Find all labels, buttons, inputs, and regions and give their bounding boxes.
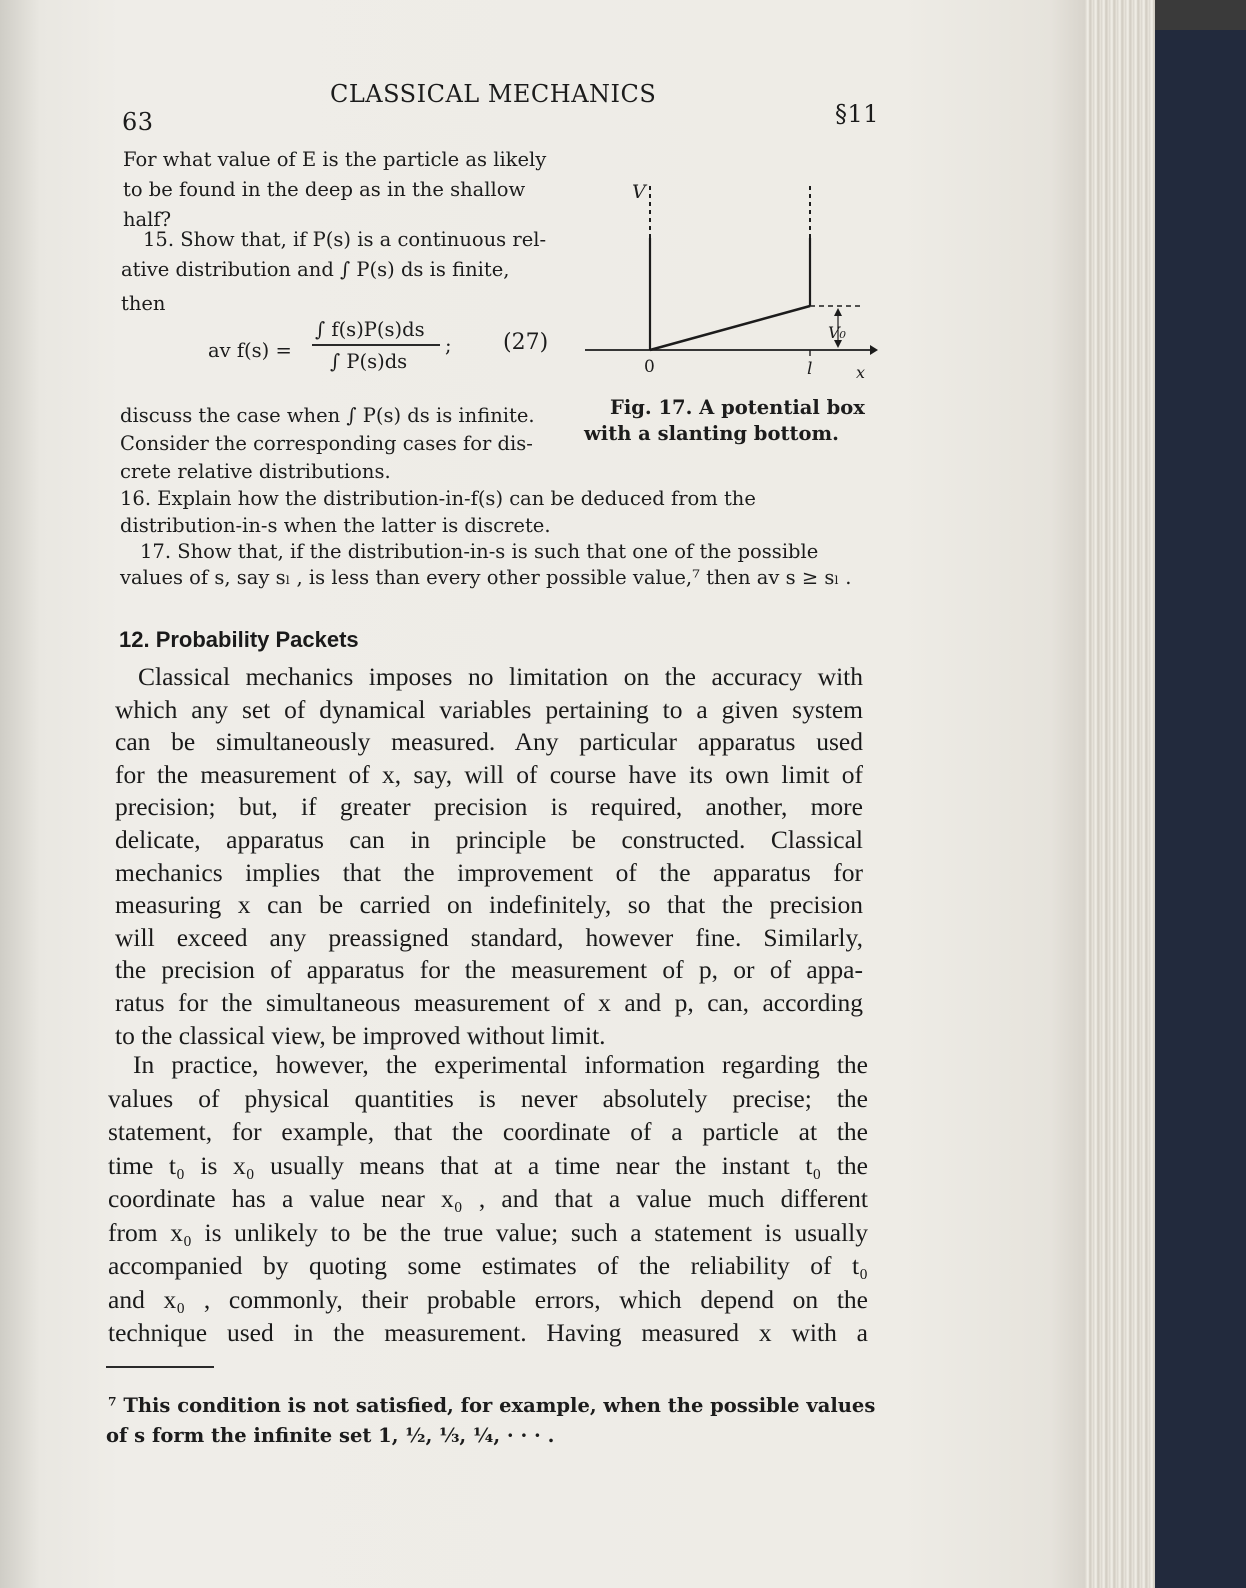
fraction-bar (312, 344, 440, 346)
v0-arrow-up (834, 308, 842, 316)
equation-semicolon: ; (445, 334, 452, 357)
paragraph-line: values of physical quantities is never absolutely precise; the (108, 1083, 868, 1113)
exercise-17-line: values of s, say sₗ , is less than every other possible value,⁷ then av s ≥ sₗ . (120, 566, 852, 589)
figure-label-origin: 0 (644, 357, 655, 377)
paragraph-line: to the classical view, be improved without limit. (115, 1020, 606, 1050)
paragraph-line: coordinate has a value near x₀ , and that a value much different (108, 1184, 868, 1213)
exercise-15-line: crete relative distributions. (120, 460, 391, 483)
paragraph-line: measuring x can be carried on indefinitely, so that the precision (115, 890, 863, 920)
paragraph-line: from x₀ is unlikely to be the true value; such a statement is usually (108, 1217, 868, 1247)
paragraph-line: statement, for example, that the coordinate of a particle at the (108, 1117, 868, 1146)
page-number: 63 (122, 108, 154, 136)
paragraph-line: mechanics implies that the improvement of the apparatus for (115, 857, 863, 887)
book-cover (1155, 30, 1246, 1588)
exercise-15-line: 15. Show that, if P(s) is a continuous rel- (143, 228, 547, 251)
figure-label-v: V (632, 181, 646, 203)
paragraph-line: which any set of dynamical variables pertaining to a given system (115, 694, 863, 724)
paragraph-line: time t₀ is x₀ usually means that at a time near the instant t₀ the (108, 1150, 868, 1180)
paragraph-line: accompanied by quoting some estimates of the reliability of t₀ (108, 1251, 868, 1280)
equation-numerator: ∫ f(s)P(s)ds (315, 318, 425, 341)
exercise-text-line: half? (123, 208, 172, 231)
exercise-text-line: For what value of E is the particle as likely (123, 148, 547, 171)
exercise-16-line: distribution-in-s when the latter is discrete. (120, 514, 551, 537)
paragraph-line: delicate, apparatus can in principle be constructed. Classical (115, 825, 863, 854)
figure-caption-line: Fig. 17. A potential box (610, 396, 865, 419)
exercise-16-line: 16. Explain how the distribution-in-f(s) can be deduced from the (120, 487, 756, 510)
section-mark: §11 (835, 100, 880, 128)
paragraph-line: technique used in the measurement. Having measured x with a (108, 1318, 868, 1347)
equation-lhs: av f(s) = (208, 339, 292, 362)
x-axis-arrow (870, 345, 878, 355)
exercise-text-line: to be found in the deep as in the shallow (123, 178, 526, 201)
potential-box-figure (580, 178, 880, 388)
equation-number: (27) (503, 330, 549, 355)
figure-caption-line: with a slanting bottom. (584, 422, 839, 445)
figure-label-l: l (807, 359, 813, 379)
figure-label-v0: V₀ (828, 323, 846, 342)
paragraph-line: can be simultaneously measured. Any particular apparatus used (115, 727, 863, 757)
paragraph-line: In practice, however, the experimental information regarding the (133, 1050, 868, 1079)
paragraph-line: precision; but, if greater precision is required, another, more (115, 792, 863, 822)
exercise-15-line: discuss the case when ∫ P(s) ds is infinite. (120, 404, 535, 427)
equation-denominator: ∫ P(s)ds (330, 350, 408, 373)
section-heading: 12. Probability Packets (119, 627, 359, 652)
footnote-line: of s form the infinite set 1, ½, ⅓, ¼, · · · . (106, 1424, 555, 1447)
paragraph-line: Classical mechanics imposes no limitation on the accuracy with (138, 662, 863, 691)
exercise-15-line: ative distribution and ∫ P(s) ds is finite, (121, 258, 510, 281)
footnote-rule (106, 1366, 214, 1368)
exercise-15-line: Consider the corresponding cases for dis- (120, 432, 533, 455)
paragraph-line: for the measurement of x, say, will of course have its own limit of (115, 759, 863, 789)
paragraph-line: the precision of apparatus for the measurement of p, or of appa- (115, 955, 863, 985)
exercise-17-line: 17. Show that, if the distribution-in-s is such that one of the possible (140, 540, 819, 563)
figure-label-x: x (856, 363, 866, 382)
running-title: CLASSICAL MECHANICS (330, 80, 657, 108)
footnote-line: ⁷ This condition is not satisfied, for example, when the possible values (108, 1394, 876, 1417)
paragraph-line: will exceed any preassigned standard, however fine. Similarly, (115, 922, 863, 952)
page-edges (1085, 0, 1155, 1588)
paragraph-line: ratus for the simultaneous measurement of x and p, can, according (115, 988, 863, 1017)
exercise-15-line: then (121, 292, 166, 315)
paragraph-line: and x₀ , commonly, their probable errors, which depend on the (108, 1284, 868, 1314)
slanting-bottom (650, 306, 810, 350)
